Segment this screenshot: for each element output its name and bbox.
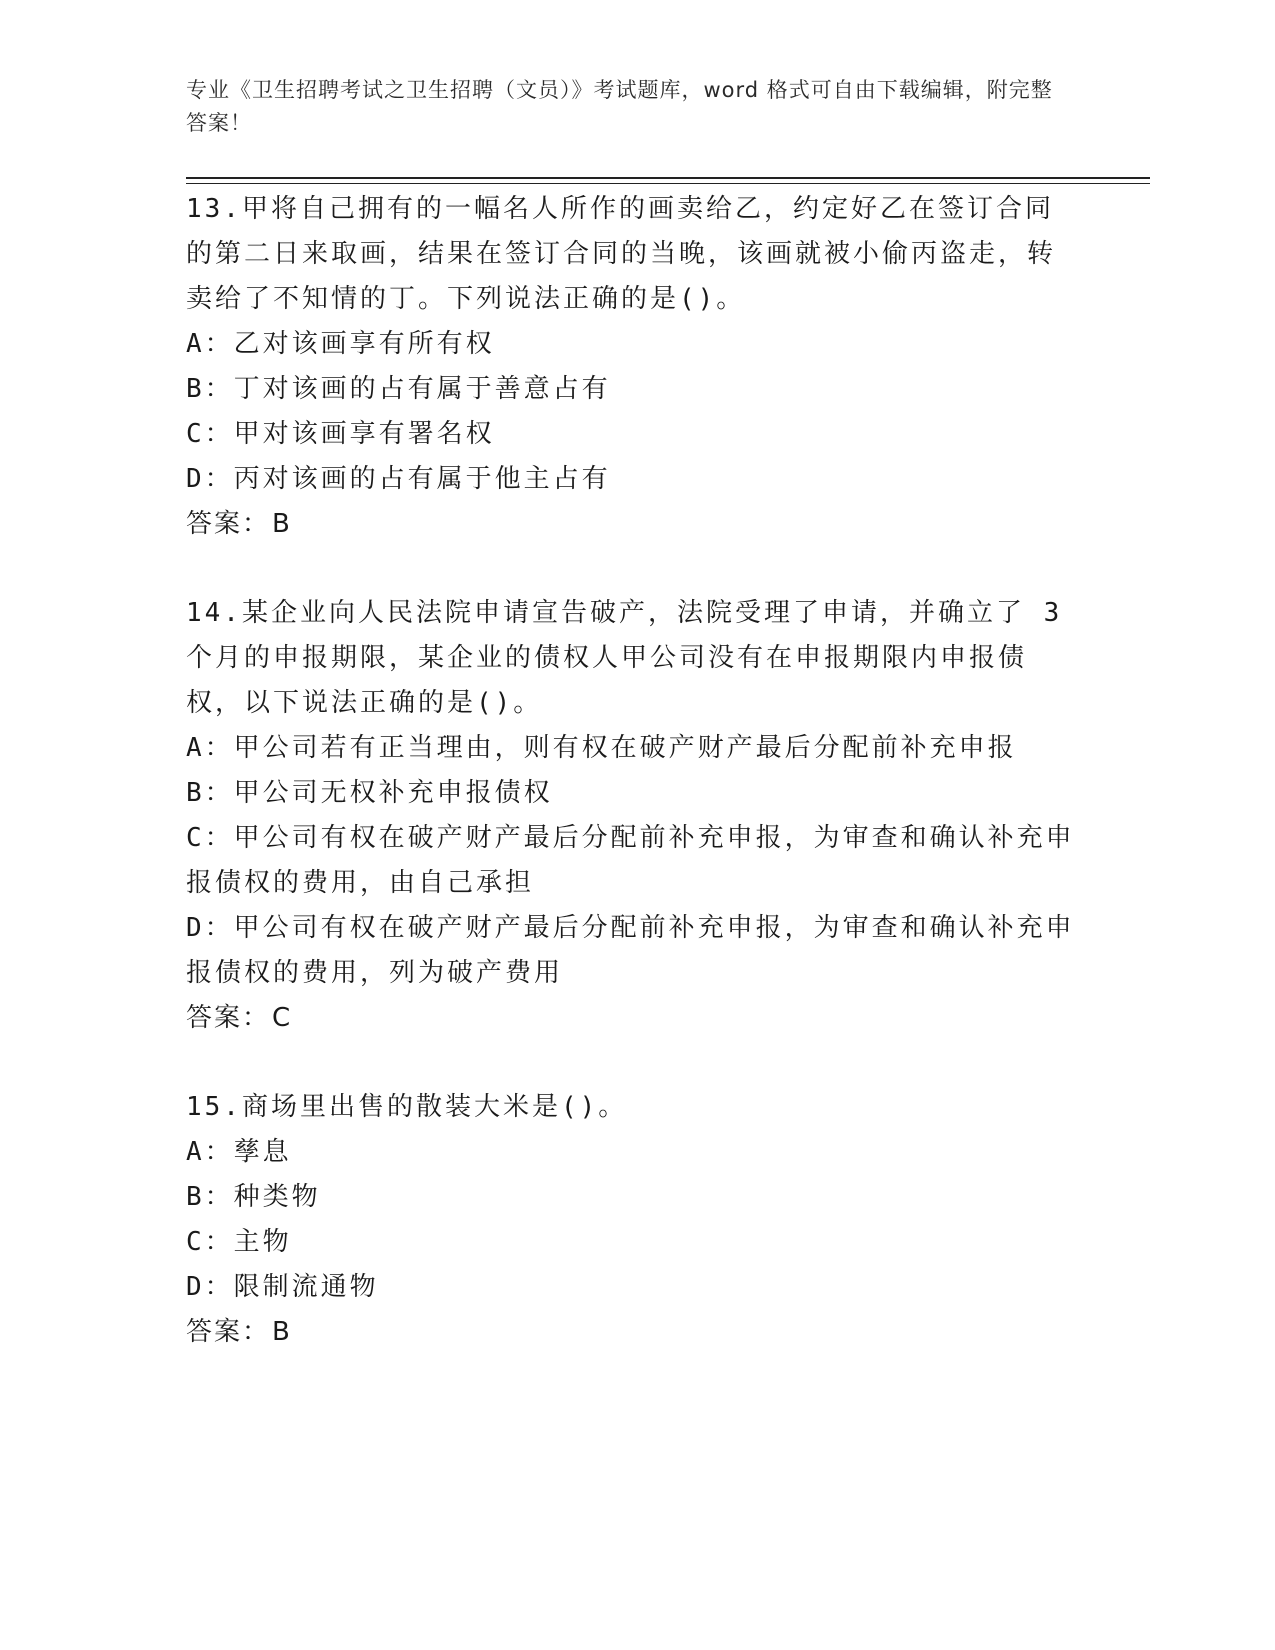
answer-label: 答案： — [186, 1003, 271, 1033]
option-d: D：甲公司有权在破产财产最后分配前补充申报，为审查和确认补充申报债权的费用，列为破产费用 — [186, 913, 1075, 988]
question-15 — [186, 1085, 1076, 1355]
option-b: B：丁对该画的占有属于善意占有 — [186, 374, 611, 404]
option-b: B：种类物 — [186, 1182, 321, 1212]
option-a: A：孳息 — [186, 1137, 292, 1167]
option-b: B：甲公司无权补充申报债权 — [186, 778, 553, 808]
option-a: A：乙对该画享有所有权 — [186, 329, 495, 359]
header-divider-thick — [186, 177, 1150, 179]
document-header: 专业《卫生招聘考试之卫生招聘（文员）》考试题库，word 格式可自由下载编辑，附完整答案！ — [186, 78, 1053, 135]
option-c: C：主物 — [186, 1227, 292, 1257]
option-c: C：甲对该画享有署名权 — [186, 419, 495, 449]
option-a: A：甲公司若有正当理由，则有权在破产财产最后分配前补充申报 — [186, 733, 1017, 763]
question-list — [186, 187, 1076, 1399]
answer-value: C — [272, 1003, 293, 1033]
option-d: D：丙对该画的占有属于他主占有 — [186, 464, 611, 494]
answer-line — [186, 502, 1076, 547]
answer-label: 答案： — [186, 509, 271, 539]
answer-value: B — [272, 509, 292, 539]
answer-line — [186, 996, 1076, 1041]
header-divider-thin — [186, 183, 1150, 184]
answer-label: 答案： — [186, 1317, 271, 1347]
answer-line — [186, 1310, 1076, 1355]
answer-value: B — [272, 1317, 292, 1347]
question-text: 14.某企业向人民法院申请宣告破产，法院受理了申请，并确立了 3 个月的申报期限，某企业的债权人甲公司没有在申报期限内申报债权，以下说法正确的是()。 — [186, 598, 1063, 718]
option-d: D：限制流通物 — [186, 1272, 379, 1302]
option-c: C：甲公司有权在破产财产最后分配前补充申报，为审查和确认补充申报债权的费用，由自己承担 — [186, 823, 1075, 898]
question-13 — [186, 187, 1076, 547]
question-text: 15.商场里出售的散装大米是()。 — [186, 1092, 628, 1122]
question-14 — [186, 591, 1076, 1041]
question-text: 13.甲将自己拥有的一幅名人所作的画卖给乙，约定好乙在签订合同的第二日来取画，结果在签订合同的当晚，该画就被小偷丙盗走，转卖给了不知情的丁。下列说法正确的是()。 — [186, 194, 1057, 314]
